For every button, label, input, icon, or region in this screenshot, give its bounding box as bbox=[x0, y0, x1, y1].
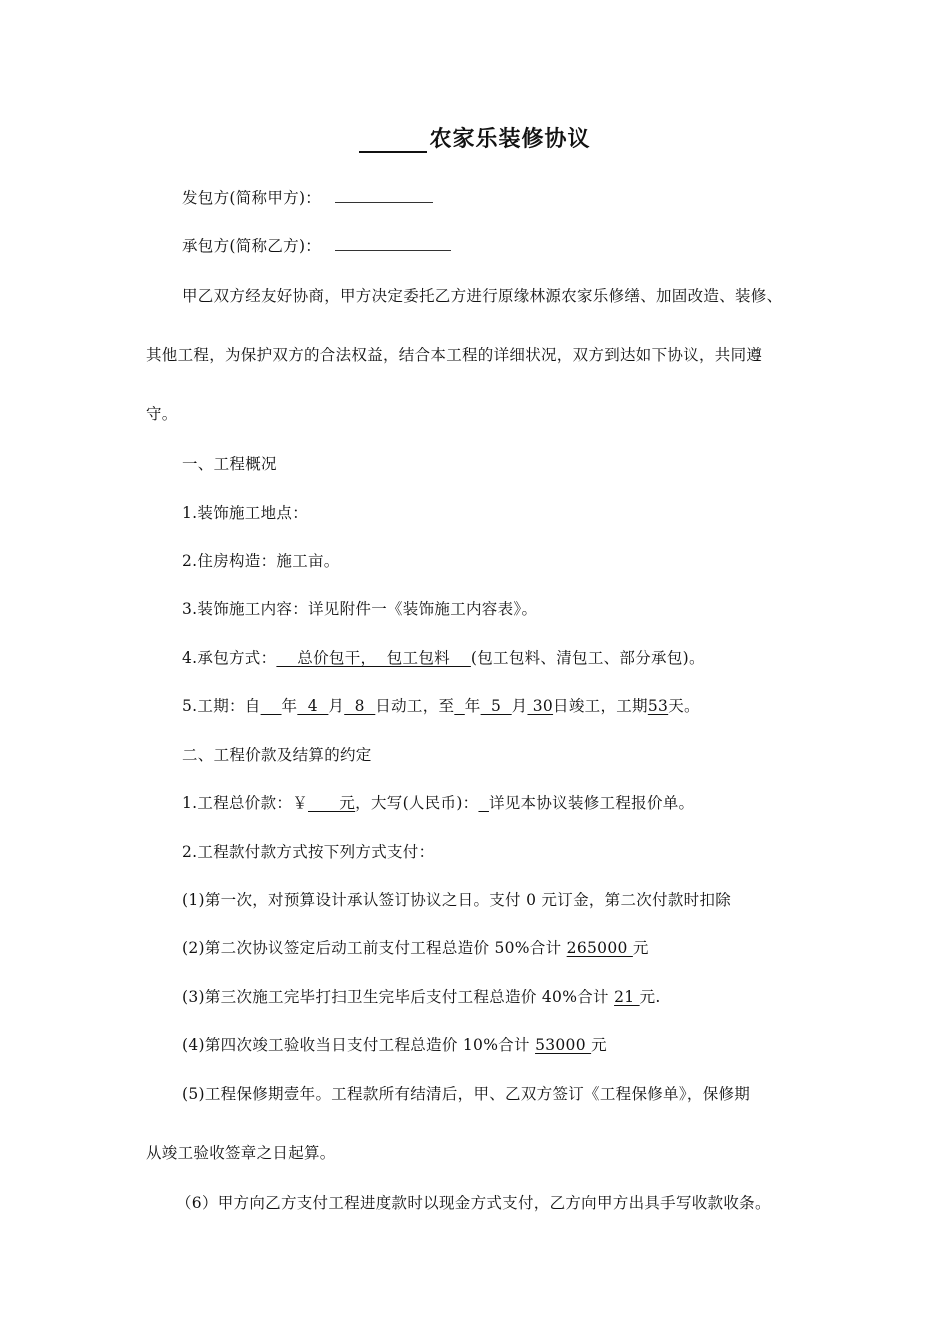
price-reference: 详见本协议装修工程报价单。 bbox=[488, 794, 695, 812]
year-label-2: 年 bbox=[464, 697, 481, 715]
contract-mode-label: 4.承包方式： bbox=[182, 649, 277, 667]
payment-4-unit: 元 bbox=[591, 1036, 607, 1054]
end-text: 日竣工，工期 bbox=[553, 697, 648, 715]
year-label-1: 年 bbox=[281, 697, 298, 715]
payment-2-unit: 元 bbox=[632, 939, 649, 957]
payment-6: （6）甲方向乙方支付工程进度款时以现金方式支付，乙方向甲方出具手写收款收条。 bbox=[176, 1194, 771, 1212]
payment-5-line-2: 从竣工验收签章之日起算。 bbox=[146, 1144, 336, 1162]
intro-line-2: 其他工程，为保护双方的合法权益，结合本工程的详细状况，双方到达如下协议，共同遵 bbox=[146, 346, 763, 364]
party-a-line bbox=[182, 186, 433, 208]
start-month: 4 bbox=[297, 697, 329, 715]
party-b-blank bbox=[335, 236, 451, 251]
party-b-line bbox=[182, 234, 451, 256]
s2-item-2: 2.工程款付款方式按下列方式支付： bbox=[182, 843, 435, 861]
month-label-1: 月 bbox=[328, 697, 345, 715]
s2-item-1 bbox=[182, 791, 694, 813]
party-b-label: 承包方(简称乙方)： bbox=[182, 237, 322, 255]
s1-item-5 bbox=[182, 694, 700, 716]
capital-amount-blank bbox=[478, 794, 488, 812]
capital-amount-label: ，大写(人民币)： bbox=[355, 794, 479, 812]
end-month: 5 bbox=[480, 697, 512, 715]
payment-2-amount: 265000 bbox=[566, 939, 633, 957]
start-year-blank bbox=[261, 697, 282, 715]
s1-item-1: 1.装饰施工地点： bbox=[182, 504, 308, 522]
s1-item-3: 3.装饰施工内容：详见附件一《装饰施工内容表》。 bbox=[182, 600, 538, 618]
payment-2 bbox=[182, 936, 649, 958]
start-day: 8 bbox=[344, 697, 376, 715]
payment-3-unit: 元. bbox=[639, 988, 661, 1006]
intro-line-3: 守。 bbox=[146, 405, 178, 423]
intro-line-1: 甲乙双方经友好协商，甲方决定委托乙方进行原缘林源农家乐修缮、加固改造、装修、 bbox=[182, 287, 783, 305]
start-text: 日动工，至 bbox=[375, 697, 455, 715]
period-label: 5.工期：自 bbox=[182, 697, 261, 715]
days-label: 天。 bbox=[668, 697, 700, 715]
duration-days: 53 bbox=[647, 697, 669, 715]
title-blank bbox=[359, 129, 427, 153]
s1-item-4 bbox=[182, 646, 705, 668]
total-price-amount: 元 bbox=[308, 794, 356, 812]
payment-5-line-1: (5)工程保修期壹年。工程款所有结清后，甲、乙双方签订《工程保修单》，保修期 bbox=[182, 1085, 751, 1103]
document-title bbox=[0, 122, 950, 153]
section-2-heading: 二、工程价款及结算的约定 bbox=[182, 746, 372, 764]
end-day: 30 bbox=[527, 697, 554, 715]
month-label-2: 月 bbox=[511, 697, 528, 715]
payment-3-text: (3)第三次施工完毕打扫卫生完毕后支付工程总造价 40%合计 bbox=[182, 988, 615, 1006]
payment-4 bbox=[182, 1033, 607, 1055]
title-text: 农家乐装修协议 bbox=[429, 126, 591, 152]
contract-mode-options: (包工包料、清包工、部分承包)。 bbox=[470, 649, 705, 667]
payment-4-amount: 53000 bbox=[535, 1036, 592, 1054]
party-a-label: 发包方(简称甲方)： bbox=[182, 189, 322, 207]
total-price-label: 1.工程总价款：￥ bbox=[182, 794, 308, 812]
end-year-blank bbox=[454, 697, 464, 715]
contract-mode-value: 总价包干， 包工包料 bbox=[276, 649, 471, 667]
payment-3-amount: 21 bbox=[614, 988, 640, 1006]
s1-item-2: 2.住房构造：施工亩。 bbox=[182, 552, 340, 570]
payment-3 bbox=[182, 985, 661, 1007]
party-a-blank bbox=[335, 188, 433, 203]
payment-2-text: (2)第二次协议签定后动工前支付工程总造价 50%合计 bbox=[182, 939, 567, 957]
payment-4-text: (4)第四次竣工验收当日支付工程总造价 10%合计 bbox=[182, 1036, 536, 1054]
section-1-heading: 一、工程概况 bbox=[182, 455, 277, 473]
payment-1: (1)第一次，对预算设计承认签订协议之日。支付 0 元订金，第二次付款时扣除 bbox=[182, 891, 732, 909]
